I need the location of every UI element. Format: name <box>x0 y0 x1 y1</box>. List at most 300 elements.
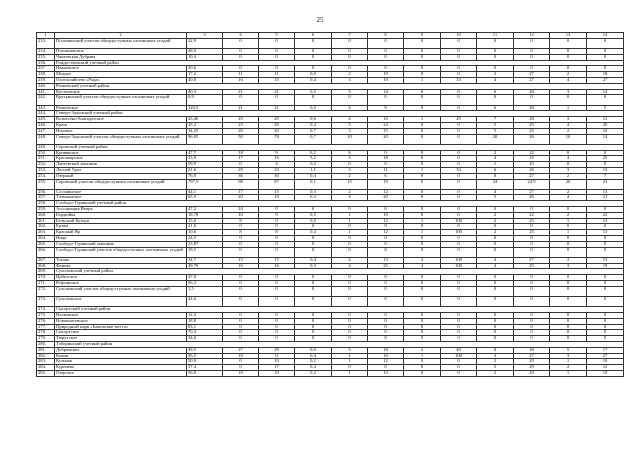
value-cell: 0 <box>368 150 404 156</box>
value-cell: 15 <box>259 77 295 83</box>
value-cell: 4 <box>332 263 368 269</box>
value-cell: 0 <box>223 38 259 48</box>
value-cell: 0 <box>514 95 550 105</box>
value-cell: 0 <box>404 95 441 105</box>
value-cell: 19 <box>259 195 295 201</box>
value-cell: 0 <box>404 72 441 78</box>
row-number: 284. <box>37 365 55 371</box>
value-cell: 0 <box>259 286 295 296</box>
value-cell: 0 <box>477 286 514 296</box>
value-cell: 0 <box>550 297 587 307</box>
value-cell: 28,0 <box>187 48 223 54</box>
row-number: 233. <box>37 38 55 48</box>
value-cell: 0 <box>259 207 295 213</box>
value-cell: 8 <box>259 230 295 236</box>
value-cell: 0 <box>223 286 259 296</box>
value-cell: 20 <box>223 195 259 201</box>
area-name: Тальминское <box>55 195 187 201</box>
value-cell: 0 <box>587 241 624 247</box>
value-cell: 0 <box>514 241 550 247</box>
value-cell: 0 <box>404 275 441 281</box>
value-cell: 0 <box>587 150 624 156</box>
value-cell: 0 <box>295 48 332 54</box>
row-number: 285. <box>37 370 55 376</box>
value-cell: 0,7 <box>295 128 332 134</box>
value-cell: 10 <box>587 359 624 365</box>
value-cell: 0 <box>404 179 441 189</box>
header-cell: 9 <box>404 33 441 39</box>
value-cell: 0 <box>441 370 477 376</box>
value-cell: 0 <box>332 95 368 105</box>
value-cell: 19 <box>587 263 624 269</box>
value-cell: 0 <box>404 313 441 319</box>
value-cell: 1 <box>404 167 441 173</box>
district-name: Рождественский учетный район <box>55 60 624 66</box>
value-cell: 0 <box>259 241 295 247</box>
value-cell: 0 <box>587 318 624 324</box>
value-cell: 0,4 <box>295 257 332 263</box>
value-cell: 40,8 <box>187 77 223 83</box>
value-cell: 0,2 <box>295 150 332 156</box>
value-cell: 0 <box>223 324 259 330</box>
area-name: Волковское <box>55 313 187 319</box>
table-row <box>37 38 624 48</box>
table-row <box>37 370 624 376</box>
value-cell: 0 <box>332 54 368 60</box>
value-cell: 0 <box>550 207 587 213</box>
value-cell: 0 <box>332 286 368 296</box>
value-cell: 5,2 <box>295 156 332 162</box>
value-cell: 0 <box>368 281 404 287</box>
value-cell: 14 <box>587 89 624 95</box>
header-cell: 1 <box>37 33 55 39</box>
area-name: Бердюйка <box>55 212 187 218</box>
row-number: 276. <box>37 318 55 324</box>
value-cell: 28 <box>514 105 550 111</box>
area-name: Лесной Урал <box>55 167 187 173</box>
value-cell: 0 <box>477 330 514 336</box>
row-number: 235. <box>37 54 55 60</box>
value-cell: 1,5 <box>187 286 223 296</box>
value-cell: 4 <box>404 263 441 269</box>
header-cell: 13 <box>550 33 587 39</box>
value-cell: 0 <box>259 313 295 319</box>
value-cell: 0 <box>404 105 441 111</box>
value-cell: 0 <box>404 195 441 201</box>
value-cell: 0 <box>295 324 332 330</box>
value-cell: 0 <box>587 224 624 230</box>
value-cell: 18,8 <box>187 318 223 324</box>
value-cell: 14 <box>368 89 404 95</box>
value-cell: 0,4 <box>295 353 332 359</box>
value-cell: 0 <box>477 54 514 60</box>
value-cell: 0 <box>404 359 441 365</box>
value-cell: 0 <box>441 48 477 54</box>
value-cell: 0 <box>404 156 441 162</box>
value-cell: 0 <box>295 38 332 48</box>
value-cell: 0 <box>550 150 587 156</box>
value-cell: 0 <box>441 330 477 336</box>
value-cell: 0 <box>368 275 404 281</box>
value-cell: 0 <box>368 48 404 54</box>
value-cell: 0 <box>259 54 295 60</box>
value-cell: 10 <box>587 370 624 376</box>
area-name: Пчелиновское <box>55 48 187 54</box>
value-cell: 76,9 <box>187 173 223 179</box>
area-name: Феникс <box>55 263 187 269</box>
value-cell: 0 <box>368 54 404 60</box>
area-name: Слободо-Туринский заказник <box>55 241 187 247</box>
value-cell: 27 <box>587 353 624 359</box>
value-cell: 21 <box>223 89 259 95</box>
value-cell: 0 <box>332 247 368 257</box>
value-cell: 1 <box>404 77 441 83</box>
value-cell: 25 <box>259 117 295 123</box>
value-cell: 0 <box>295 286 332 296</box>
value-cell: 22 <box>514 150 550 156</box>
value-cell: 0 <box>223 236 259 242</box>
value-cell: 0 <box>514 236 550 242</box>
value-cell: 10 <box>259 359 295 365</box>
value-cell: 17 <box>223 189 259 195</box>
value-cell: 0 <box>368 313 404 319</box>
value-cell: 120,5 <box>187 105 223 111</box>
value-cell: 2 <box>477 230 514 236</box>
value-cell: 4 <box>550 122 587 128</box>
value-cell: 0 <box>368 224 404 230</box>
header-cell: 10 <box>441 33 477 39</box>
value-cell: 10 <box>332 134 368 144</box>
value-cell: 13 <box>368 257 404 263</box>
value-cell: 0,6 <box>295 72 332 78</box>
value-cell: 6 <box>332 150 368 156</box>
value-cell: 0 <box>514 286 550 296</box>
value-cell: 0 <box>332 241 368 247</box>
value-cell: 0 <box>441 365 477 371</box>
row-number: 267. <box>37 257 55 263</box>
value-cell: 0 <box>477 297 514 307</box>
value-cell: 6 <box>368 173 404 179</box>
value-cell: 0 <box>404 247 441 257</box>
value-cell: 2 <box>332 72 368 78</box>
value-cell: 12 <box>587 365 624 371</box>
value-cell: 8 <box>223 218 259 224</box>
value-cell: 0 <box>441 66 477 72</box>
area-name: Медное <box>55 72 187 78</box>
value-cell: 1 <box>332 370 368 376</box>
value-cell: 0 <box>441 212 477 218</box>
row-number: 241. <box>37 89 55 95</box>
value-cell: 0 <box>441 38 477 48</box>
value-cell: 25 <box>514 162 550 168</box>
value-cell: 18 <box>368 156 404 162</box>
row-number: 259. <box>37 207 55 213</box>
value-cell: 19 <box>368 179 404 189</box>
value-cell: 15 <box>223 257 259 263</box>
value-cell: 3 <box>550 353 587 359</box>
value-cell: 2 <box>477 150 514 156</box>
value-cell: 0 <box>441 105 477 111</box>
value-cell: 0 <box>477 224 514 230</box>
value-cell: 18,78 <box>187 212 223 218</box>
value-cell: 24 <box>477 179 514 189</box>
row-number: 263. <box>37 230 55 236</box>
value-cell: 0 <box>259 247 295 257</box>
value-cell: 9 <box>368 105 404 111</box>
row-number: 264. <box>37 236 55 242</box>
header-cell: 11 <box>477 33 514 39</box>
value-cell: 2 <box>332 105 368 111</box>
district-name: Таборинский учетный район <box>55 341 624 347</box>
row-number: 280. <box>37 341 55 347</box>
header-cell: 2 <box>55 33 187 39</box>
value-cell: 0 <box>368 66 404 72</box>
value-cell: 2 <box>477 218 514 224</box>
value-cell: 19 <box>368 72 404 78</box>
value-cell: 0 <box>587 66 624 72</box>
row-number: 247. <box>37 128 55 134</box>
value-cell: 3 <box>404 257 441 263</box>
row-number: 251. <box>37 156 55 162</box>
value-cell: 22 <box>514 212 550 218</box>
value-cell: 4 <box>550 77 587 83</box>
value-cell: 0 <box>550 281 587 287</box>
value-cell: 5 <box>587 105 624 111</box>
value-cell: 0 <box>332 318 368 324</box>
area-name: Ница <box>55 236 187 242</box>
value-cell: 44,1 <box>187 189 223 195</box>
row-number: 274. <box>37 307 55 313</box>
value-cell: 0 <box>477 318 514 324</box>
value-cell: 0,1 <box>295 179 332 189</box>
value-cell: 1 <box>404 218 441 224</box>
value-cell: 30 <box>259 173 295 179</box>
value-cell: 28 <box>514 89 550 95</box>
value-cell: 27 <box>223 347 259 353</box>
value-cell: 15 <box>368 128 404 134</box>
value-cell: 0 <box>332 336 368 342</box>
value-cell: 5 <box>477 195 514 201</box>
value-cell: 0 <box>441 275 477 281</box>
value-cell: 0 <box>223 318 259 324</box>
value-cell: 16 <box>368 117 404 123</box>
area-name: Природный парк «Бажовские места» <box>55 324 187 330</box>
value-cell: 0 <box>332 281 368 287</box>
value-cell: 0 <box>332 48 368 54</box>
value-cell: 29 <box>223 167 259 173</box>
value-cell: 1 <box>550 359 587 365</box>
row-number: 260. <box>37 212 55 218</box>
value-cell: 12 <box>368 230 404 236</box>
value-cell: 100 <box>441 230 477 236</box>
value-cell: 0 <box>514 207 550 213</box>
value-cell: 1 <box>404 117 441 123</box>
value-cell: 20 <box>587 122 624 128</box>
value-cell: 1 <box>550 370 587 376</box>
value-cell: 0,6 <box>295 347 332 353</box>
value-cell: 0 <box>441 286 477 296</box>
value-cell: 15 <box>259 189 295 195</box>
value-cell: 0 <box>550 66 587 72</box>
value-cell: 26,5 <box>187 353 223 359</box>
value-cell: 98 <box>223 179 259 189</box>
value-cell: 0 <box>404 212 441 218</box>
value-cell: 25 <box>514 156 550 162</box>
value-cell: 0 <box>550 318 587 324</box>
value-cell: 0 <box>550 241 587 247</box>
value-cell: 0 <box>223 313 259 319</box>
value-cell: 21,6 <box>187 224 223 230</box>
district-name: Сысертский учетный район <box>55 307 624 313</box>
value-cell: 10 <box>259 370 295 376</box>
value-cell: 0 <box>441 195 477 201</box>
value-cell: 0 <box>295 297 332 307</box>
value-cell: 0,4 <box>295 365 332 371</box>
area-name: Кузьмак <box>55 359 187 365</box>
value-cell: 0 <box>295 318 332 324</box>
district-name: Сухоложский учетный район <box>55 269 624 275</box>
value-cell: 0 <box>550 224 587 230</box>
area-name: Кокин <box>55 353 187 359</box>
value-cell: 0 <box>441 318 477 324</box>
value-cell: 25 <box>368 263 404 269</box>
value-cell: 0 <box>223 224 259 230</box>
value-cell: 0 <box>223 359 259 365</box>
value-cell: 40 <box>441 347 477 353</box>
area-name: Репневское <box>55 105 187 111</box>
area-name: Вознесено-Благодатское <box>55 117 187 123</box>
value-cell: 0 <box>587 297 624 307</box>
value-cell: 0 <box>259 281 295 287</box>
value-cell: 20 <box>514 370 550 376</box>
area-name: Серовский участок общедоступных охотничьих угодий <box>55 179 187 189</box>
header-cell: 14 <box>587 33 624 39</box>
value-cell: 3 <box>332 128 368 134</box>
row-number: 277. <box>37 324 55 330</box>
value-cell: 0 <box>295 54 332 60</box>
value-cell: 0,7 <box>295 134 332 144</box>
area-name: Ерзям <box>55 224 187 230</box>
header-cell: 7 <box>332 33 368 39</box>
value-cell: 23 <box>259 167 295 173</box>
value-cell: 4 <box>477 257 514 263</box>
value-cell: 0 <box>514 66 550 72</box>
value-cell: 47,8 <box>187 275 223 281</box>
row-number: 250. <box>37 150 55 156</box>
value-cell: 50 <box>223 134 259 144</box>
value-cell: 16 <box>223 77 259 83</box>
value-cell: 34,6 <box>187 336 223 342</box>
district-name: Слободо-Туринский учетный район <box>55 201 624 207</box>
value-cell: 0,2 <box>295 359 332 365</box>
value-cell: 0 <box>368 297 404 307</box>
value-cell: 59,9 <box>187 162 223 168</box>
row-number: 282. <box>37 353 55 359</box>
value-cell: 2 <box>550 173 587 179</box>
value-cell: 25 <box>587 156 624 162</box>
value-cell: 0 <box>441 324 477 330</box>
table-row <box>37 286 624 296</box>
value-cell: 13 <box>587 218 624 224</box>
row-number: 246. <box>37 122 55 128</box>
value-cell: 0 <box>587 281 624 287</box>
value-cell: 0 <box>295 330 332 336</box>
value-cell: 0 <box>587 207 624 213</box>
row-number: 261. <box>37 218 55 224</box>
value-cell: 0,2 <box>295 162 332 168</box>
value-cell: 0 <box>295 241 332 247</box>
value-cell: 2 <box>550 189 587 195</box>
value-cell: 0,4 <box>295 173 332 179</box>
value-cell: 27 <box>587 77 624 83</box>
value-cell: 20 <box>514 359 550 365</box>
value-cell: 12 <box>587 117 624 123</box>
value-cell: 0 <box>259 95 295 105</box>
value-cell: 0 <box>295 313 332 319</box>
value-cell: 0 <box>295 275 332 281</box>
value-cell: 0 <box>550 286 587 296</box>
area-name: Озерское <box>55 370 187 376</box>
value-cell: 0 <box>404 281 441 287</box>
value-cell: 100 <box>441 263 477 269</box>
value-cell: 2 <box>477 359 514 365</box>
value-cell: 0 <box>404 48 441 54</box>
value-cell: 0 <box>441 179 477 189</box>
value-cell: 0,5 <box>295 89 332 95</box>
page-number: 25 <box>316 16 324 24</box>
value-cell: 0 <box>477 236 514 242</box>
row-number: 242. <box>37 95 55 105</box>
value-cell: 0 <box>404 297 441 307</box>
value-cell: 11 <box>223 72 259 78</box>
value-cell: 0 <box>477 247 514 257</box>
row-number: 281. <box>37 347 55 353</box>
row-number: 243. <box>37 105 55 111</box>
value-cell: 0 <box>477 66 514 72</box>
area-name: Ивановское <box>55 66 187 72</box>
value-cell: 0 <box>259 275 295 281</box>
value-cell: 0 <box>368 38 404 48</box>
value-cell: 44,6 <box>187 297 223 307</box>
area-name: Тюрутское <box>55 336 187 342</box>
value-cell: 0,3 <box>295 263 332 269</box>
value-cell: 0 <box>404 150 441 156</box>
value-cell: 0,4 <box>295 230 332 236</box>
value-cell: 0 <box>514 247 550 257</box>
value-cell: 26 <box>514 167 550 173</box>
value-cell: 0 <box>332 275 368 281</box>
value-cell: 11 <box>368 167 404 173</box>
value-cell: 4 <box>477 189 514 195</box>
area-name: Озерный <box>55 173 187 179</box>
value-cell: 0 <box>368 286 404 296</box>
value-cell: 4 <box>332 195 368 201</box>
value-cell: 100 <box>441 218 477 224</box>
value-cell: 17 <box>587 347 624 353</box>
value-cell: 0 <box>587 162 624 168</box>
area-name: Костеевское <box>55 89 187 95</box>
value-cell: 29 <box>259 347 295 353</box>
value-cell: 0 <box>295 236 332 242</box>
value-cell: 78 <box>259 134 295 144</box>
value-cell: 33 <box>441 167 477 173</box>
value-cell: 15 <box>259 257 295 263</box>
value-cell: 1 <box>550 105 587 111</box>
value-cell: 20 <box>368 134 404 144</box>
value-cell: 0 <box>550 313 587 319</box>
value-cell: 0 <box>441 89 477 95</box>
value-cell: 0 <box>404 365 441 371</box>
